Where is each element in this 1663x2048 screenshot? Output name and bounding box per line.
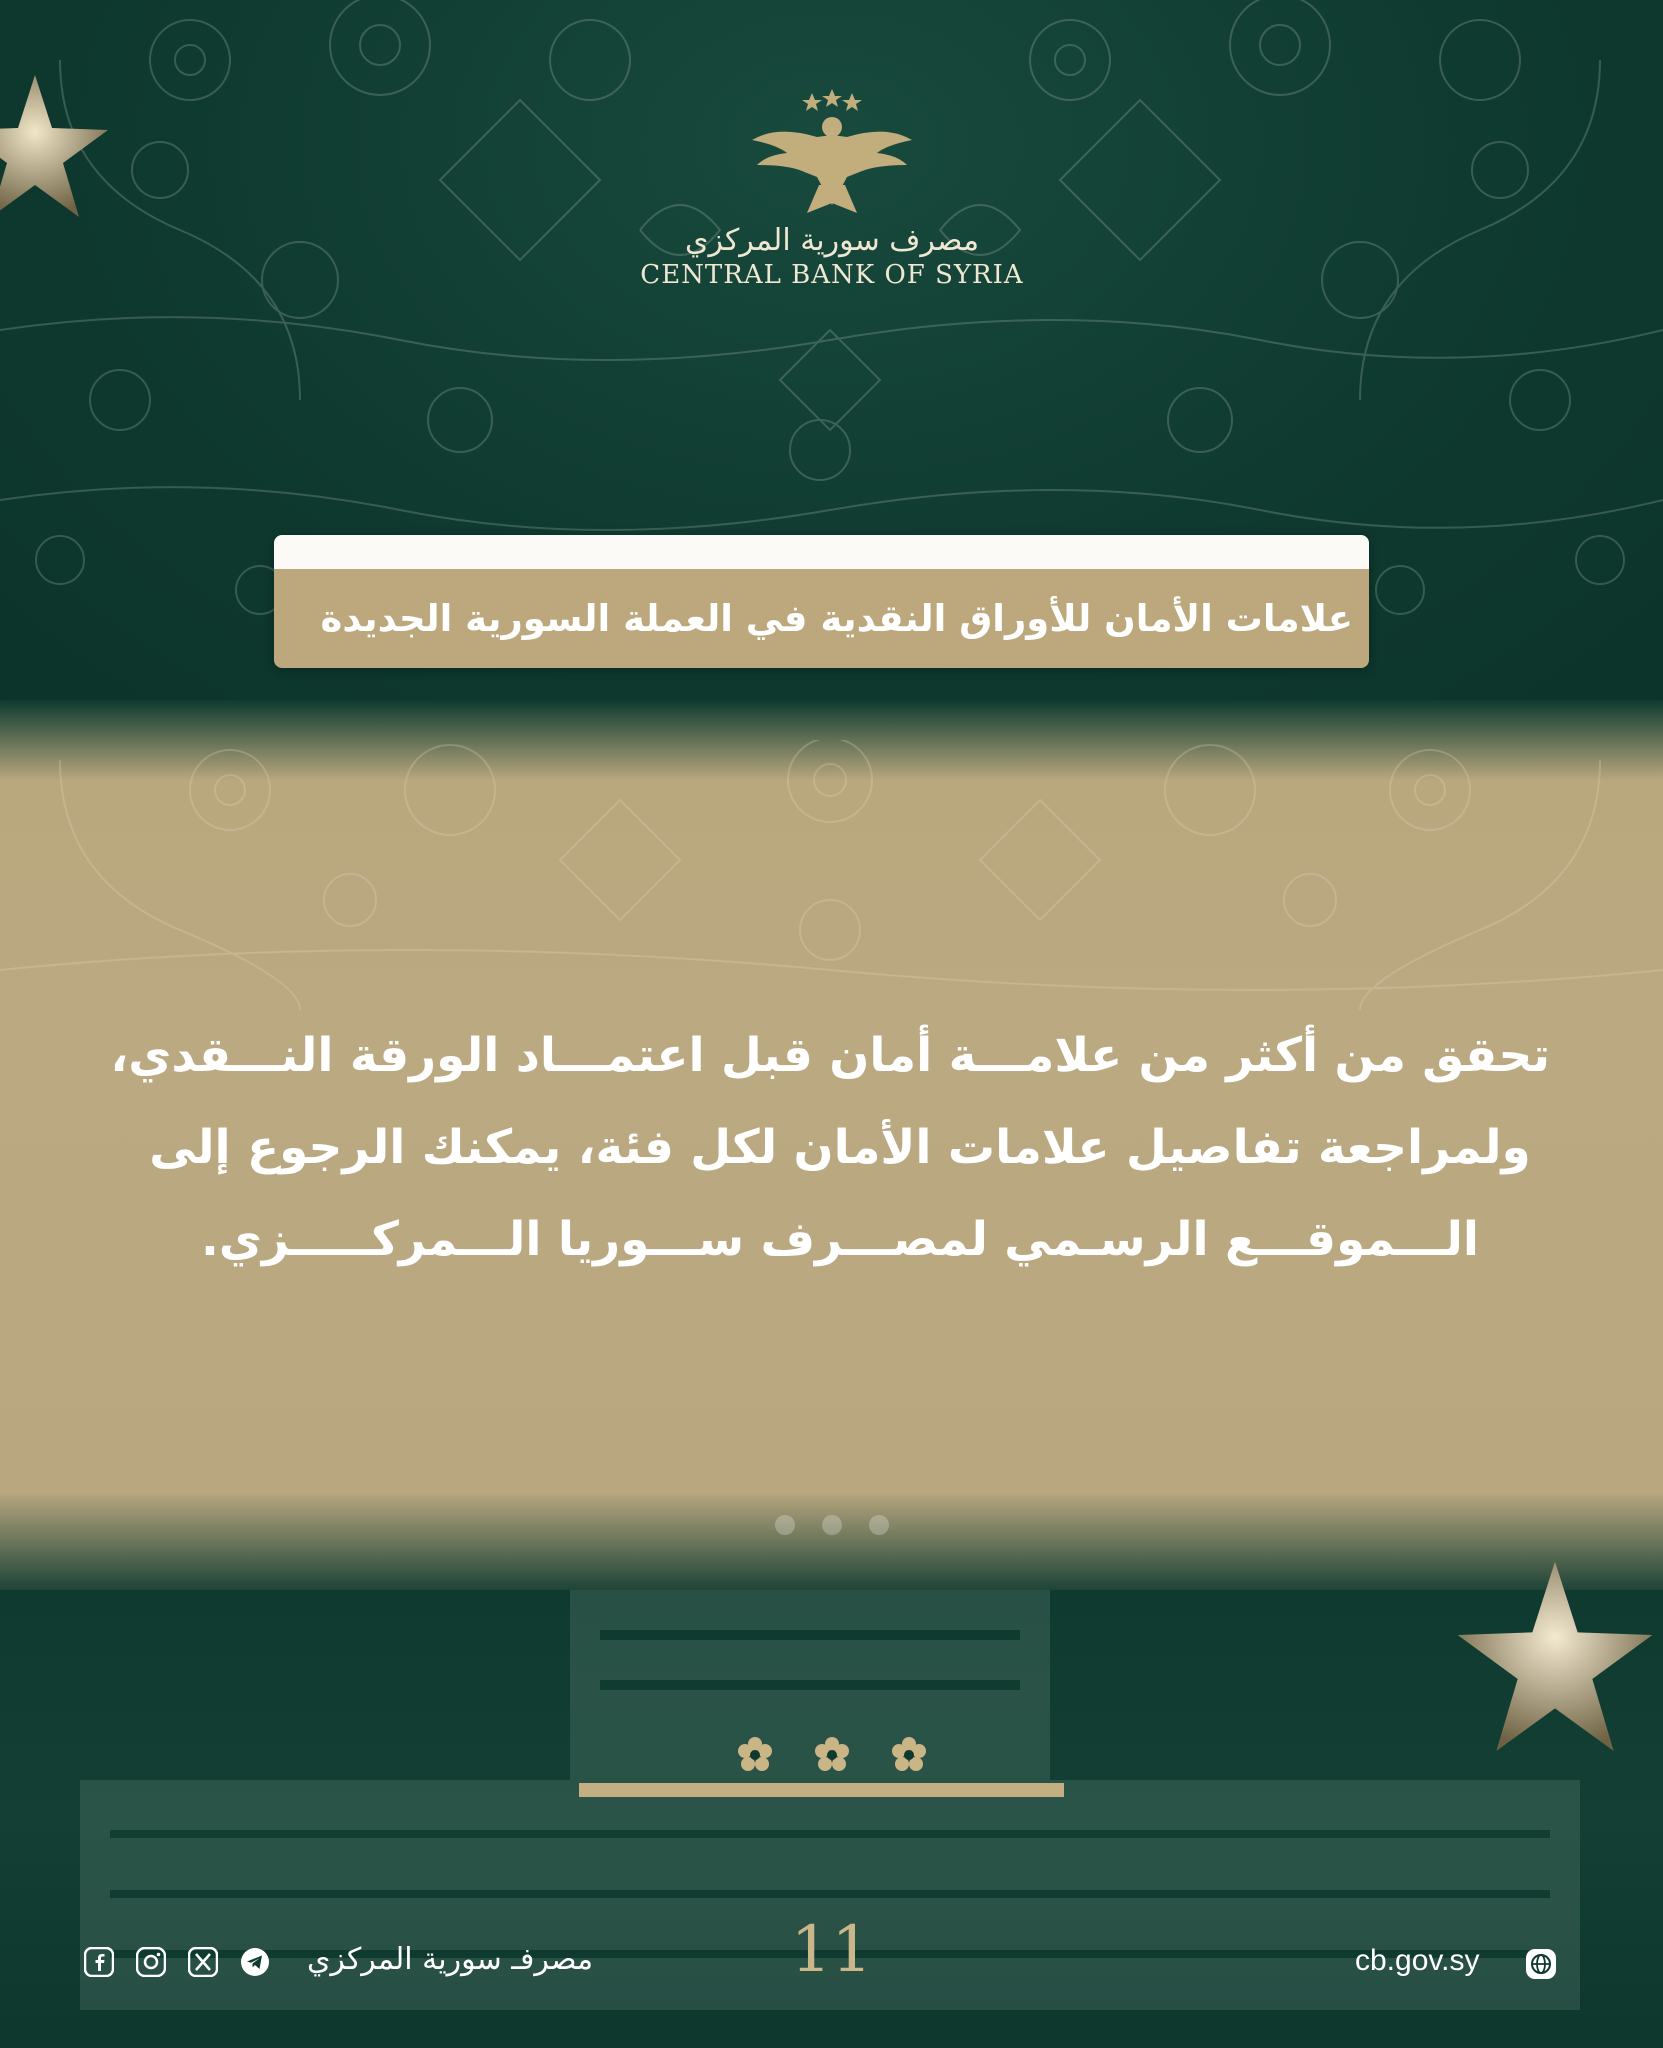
instagram-icon[interactable]: [136, 1947, 166, 1977]
title-card-gold-strip: [274, 569, 1369, 668]
page-number: 11: [790, 1913, 873, 1987]
gold-divider: [579, 1783, 1064, 1797]
body-line-1: تحقق من أكثر من علامـــة أمان قبل اعتمـــاد الورقة النـــقدي،: [110, 1028, 1550, 1083]
star-ornament-icon: [0, 70, 110, 220]
star-ornament-icon: [1455, 1555, 1655, 1755]
website-link[interactable]: cb.gov.sy: [1355, 1944, 1480, 1977]
body-line-3: الـــموقـــع الرسـمي لمصـــرف ســـوريا الـــمركـــــزي.: [200, 1212, 1480, 1267]
globe-icon[interactable]: [1525, 1948, 1557, 1980]
bank-logo: [620, 85, 1044, 290]
logo-english-name: CENTRAL BANK OF SYRIA: [640, 260, 1024, 290]
footer-bank-name: مصرفـ سورية المركزي: [306, 1942, 594, 1977]
body-paragraph: [110, 1010, 1550, 1286]
body-line-2: ولمراجعة تفاصيل علامات الأمان لكل فئة، يمكنك الرجوع إلى: [149, 1120, 1531, 1175]
eagle-emblem-icon: [747, 85, 917, 215]
x-icon[interactable]: [188, 1947, 218, 1977]
arabesque-pattern-middle: [0, 740, 1663, 1010]
facebook-icon[interactable]: [84, 1947, 114, 1977]
page-title: علامات الأمان للأوراق النقدية في العملة السورية الجديدة: [320, 597, 1353, 640]
title-card: [274, 535, 1369, 668]
title-card-white-strip: [274, 535, 1369, 569]
faint-flowers-ornament: [765, 1505, 900, 1545]
telegram-icon[interactable]: [240, 1947, 270, 1977]
logo-arabic-name: مصرف سورية المركزي: [684, 223, 980, 258]
social-links: [84, 1947, 270, 1977]
gold-flowers-ornament: [728, 1728, 936, 1782]
